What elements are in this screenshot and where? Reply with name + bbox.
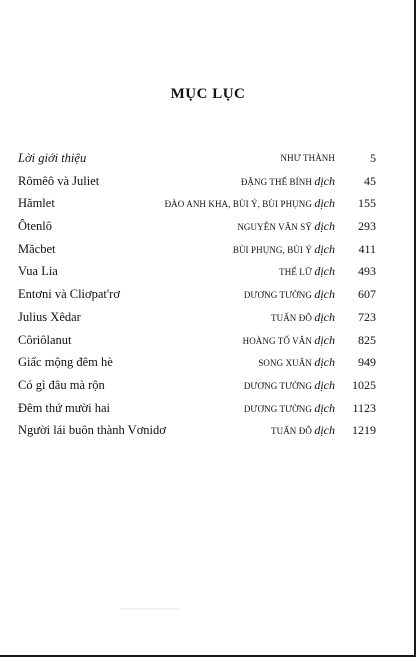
page-title: MỤC LỤC bbox=[170, 86, 246, 102]
toc-entry bbox=[18, 329, 376, 352]
toc-entry-title: Đêm thứ mười hai bbox=[18, 400, 111, 415]
toc-entry bbox=[18, 170, 376, 193]
toc-entry-title: Hămlet bbox=[18, 196, 55, 211]
toc-entry-title: Côriôlanut bbox=[18, 332, 72, 347]
toc-entry-translator: DƯƠNG TƯỜNG dịch bbox=[243, 287, 335, 302]
toc-entry-page: 5 bbox=[370, 151, 376, 165]
toc-entry-dich: dịch bbox=[314, 400, 335, 415]
toc-entry-translator: SONG XUÂN dịch bbox=[258, 355, 335, 370]
toc-entry-title: Rômêô và Juliet bbox=[18, 173, 100, 188]
toc-entry bbox=[18, 283, 376, 306]
toc-entry-dich: dịch bbox=[314, 423, 335, 438]
toc-entry bbox=[18, 306, 376, 329]
table-of-contents bbox=[18, 147, 376, 442]
toc-entry-page: 45 bbox=[364, 173, 376, 188]
toc-entry-dich: dịch bbox=[314, 377, 335, 392]
toc-entry-title: Lời giới thiệu bbox=[18, 151, 87, 165]
toc-entry-dich: dịch bbox=[314, 173, 335, 188]
toc-entry-title: Măcbet bbox=[18, 241, 56, 256]
toc-entry-page: 155 bbox=[358, 196, 376, 211]
toc-entry-page: 825 bbox=[358, 332, 376, 347]
toc-entry-title: Entơni và Cliơpat'rơ bbox=[18, 287, 120, 302]
toc-entry-translator: ĐẶNG THẾ BÍNH dịch bbox=[240, 173, 335, 188]
toc-entry-dich: dịch bbox=[314, 355, 335, 370]
toc-entry-translator: BÙI PHỤNG, BÙI Ý dịch bbox=[232, 241, 335, 256]
toc-entry bbox=[18, 147, 376, 170]
toc-entry bbox=[18, 419, 376, 442]
toc-entry-translator: NGUYỄN VĂN SỸ dịch bbox=[237, 219, 335, 234]
toc-entry-page: 1025 bbox=[352, 377, 376, 392]
toc-entry-page: 293 bbox=[358, 219, 376, 234]
toc-entry-dich: dịch bbox=[314, 332, 335, 347]
toc-entry-page: 1219 bbox=[352, 423, 376, 438]
toc-entry bbox=[18, 192, 376, 215]
toc-entry-title: Người lái buôn thành Vơnidơ bbox=[18, 423, 166, 438]
toc-entry-translator: TUẤN ĐÔ dịch bbox=[271, 423, 335, 438]
toc-entry-page: 949 bbox=[358, 355, 376, 370]
toc-entry bbox=[18, 374, 376, 397]
toc-entry-translator: DƯƠNG TƯỜNG dịch bbox=[243, 377, 335, 392]
toc-entry-title: Ôtenlô bbox=[18, 219, 53, 234]
toc-entry-title: Giấc mộng đêm hè bbox=[18, 355, 113, 370]
toc-entry-title: Julius Xêdar bbox=[18, 309, 81, 324]
toc-entry-dich: dịch bbox=[314, 241, 335, 256]
scan-smudge bbox=[120, 608, 180, 610]
toc-entry-translator: NHƯ THÀNH bbox=[280, 153, 335, 163]
toc-entry-translator: ĐÀO ANH KHA, BÙI Ý, BÙI PHỤNG dịch bbox=[164, 196, 335, 211]
toc-entry-title: Có gì đâu mà rộn bbox=[18, 377, 105, 392]
toc-entry-page: 411 bbox=[358, 241, 376, 256]
toc-entry-dich: dịch bbox=[314, 196, 335, 211]
toc-entry-dich: dịch bbox=[314, 287, 335, 302]
toc-entry-translator: DƯƠNG TƯỜNG dịch bbox=[243, 400, 335, 415]
toc-entry bbox=[18, 260, 376, 283]
toc-entry bbox=[18, 215, 376, 238]
toc-entry-page: 1123 bbox=[352, 400, 376, 415]
toc-entry bbox=[18, 397, 376, 420]
toc-entry-page: 607 bbox=[358, 287, 376, 302]
toc-entry-translator: HOÀNG TỐ VÂN dịch bbox=[242, 332, 335, 347]
toc-entry-title: Vua Lia bbox=[18, 264, 58, 279]
toc-entry-translator: THẾ LỮ dịch bbox=[279, 264, 335, 279]
toc-entry bbox=[18, 238, 376, 261]
toc-entry bbox=[18, 351, 376, 374]
toc-entry-translator: TUẤN ĐÔ dịch bbox=[271, 309, 335, 324]
toc-entry-page: 493 bbox=[358, 264, 376, 279]
toc-entry-dich: dịch bbox=[314, 219, 335, 234]
toc-entry-dich: dịch bbox=[314, 264, 335, 279]
toc-entry-dich: dịch bbox=[314, 309, 335, 324]
toc-entry-page: 723 bbox=[358, 309, 376, 324]
